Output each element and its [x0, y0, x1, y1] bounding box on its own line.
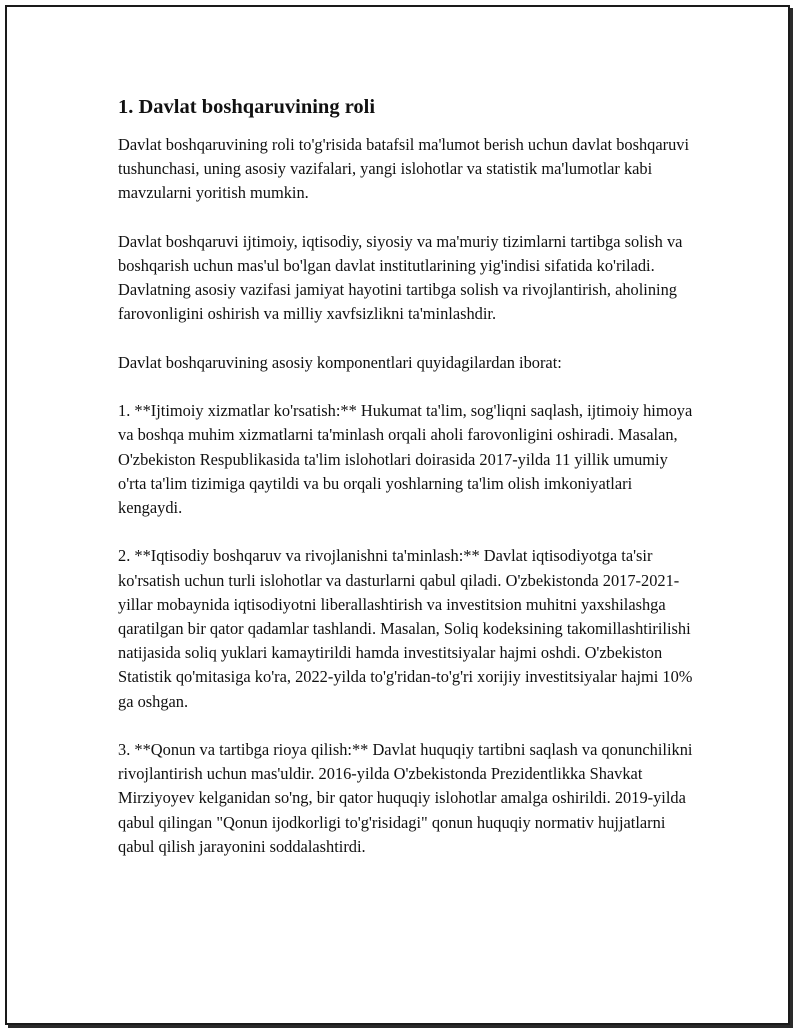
list-item-law-and-order: 3. **Qonun va tartibga rioya qilish:** Davlat huquqiy tartibni saqlash va qonunchilikni rivojlantirish uchun mas'uldir. 2016-yilda O'zbekistonda Prezidentlikka Shavkat Mirziyoyev kelganidan so'ng, bir qator huquqiy islohotlar amalga oshirildi. 2019-yilda qabul qilingan "Qonun ijodkorligi to'g'risidagi" qonun huquqiy normativ hujjatlarni qabul qilish jarayonini soddalashtirdi.: [118, 740, 693, 856]
document-body: [118, 95, 698, 883]
list-item-social-services: 1. **Ijtimoiy xizmatlar ko'rsatish:** Hukumat ta'lim, sog'liqni saqlash, ijtimoiy himoya va boshqa muhim xizmatlarni ta'minlash orqali aholi farovonligini oshiradi. Masalan, O'zbekiston Respublikasida ta'lim islohotlari doirasida 2017-yilda 11 yillik umumiy o'rta ta'lim tizimiga qaytildi va bu orqali yoshlarning ta'lim olish imkoniyatlari kengaydi.: [118, 401, 693, 517]
definition-paragraph: Davlat boshqaruvi ijtimoiy, iqtisodiy, siyosiy va ma'muriy tizimlarni tartibga solish va boshqarish uchun mas'ul bo'lgan davlat institutlarining yig'indisi sifatida ko'riladi. Davlatning asosiy vazifasi jamiyat hayotini tartibga solish va rivojlantirish, aholining farovonligini oshirish va milliy xavfsizlikni ta'minlashdir.: [118, 231, 683, 324]
document-title: 1. Davlat boshqaruvining roli: [118, 96, 376, 118]
list-item-economic-management: 2. **Iqtisodiy boshqaruv va rivojlanishni ta'minlash:** Davlat iqtisodiyotga ta'sir ko'rsatish uchun turli islohotlar va dasturlarni qabul qiladi. O'zbekistonda 2017-2021-yillar mobaynida iqtisodiyotni liberallashtirish va investitsion muhitni yaxshilashga qaratilgan bir qator qadamlar tashlandi. Masalan, Soliq kodeksining takomillashtirilishi natijasida soliq yuklari kamaytirildi hamda investitsiyalar hajmi oshdi. O'zbekiston Statistik qo'mitasiga ko'ra, 2022-yilda to'g'ridan-to'g'ri xorijiy investitsiyalar hajmi 10% ga oshgan.: [118, 546, 693, 711]
components-intro-paragraph: Davlat boshqaruvining asosiy komponentlari quyidagilardan iborat:: [118, 352, 562, 372]
intro-paragraph: Davlat boshqaruvining roli to'g'risida batafsil ma'lumot berish uchun davlat boshqaruvi tushunchasi, uning asosiy vazifalari, yangi islohotlar va statistik ma'lumotlar kabi mavzularni yoritish mumkin.: [118, 135, 690, 203]
